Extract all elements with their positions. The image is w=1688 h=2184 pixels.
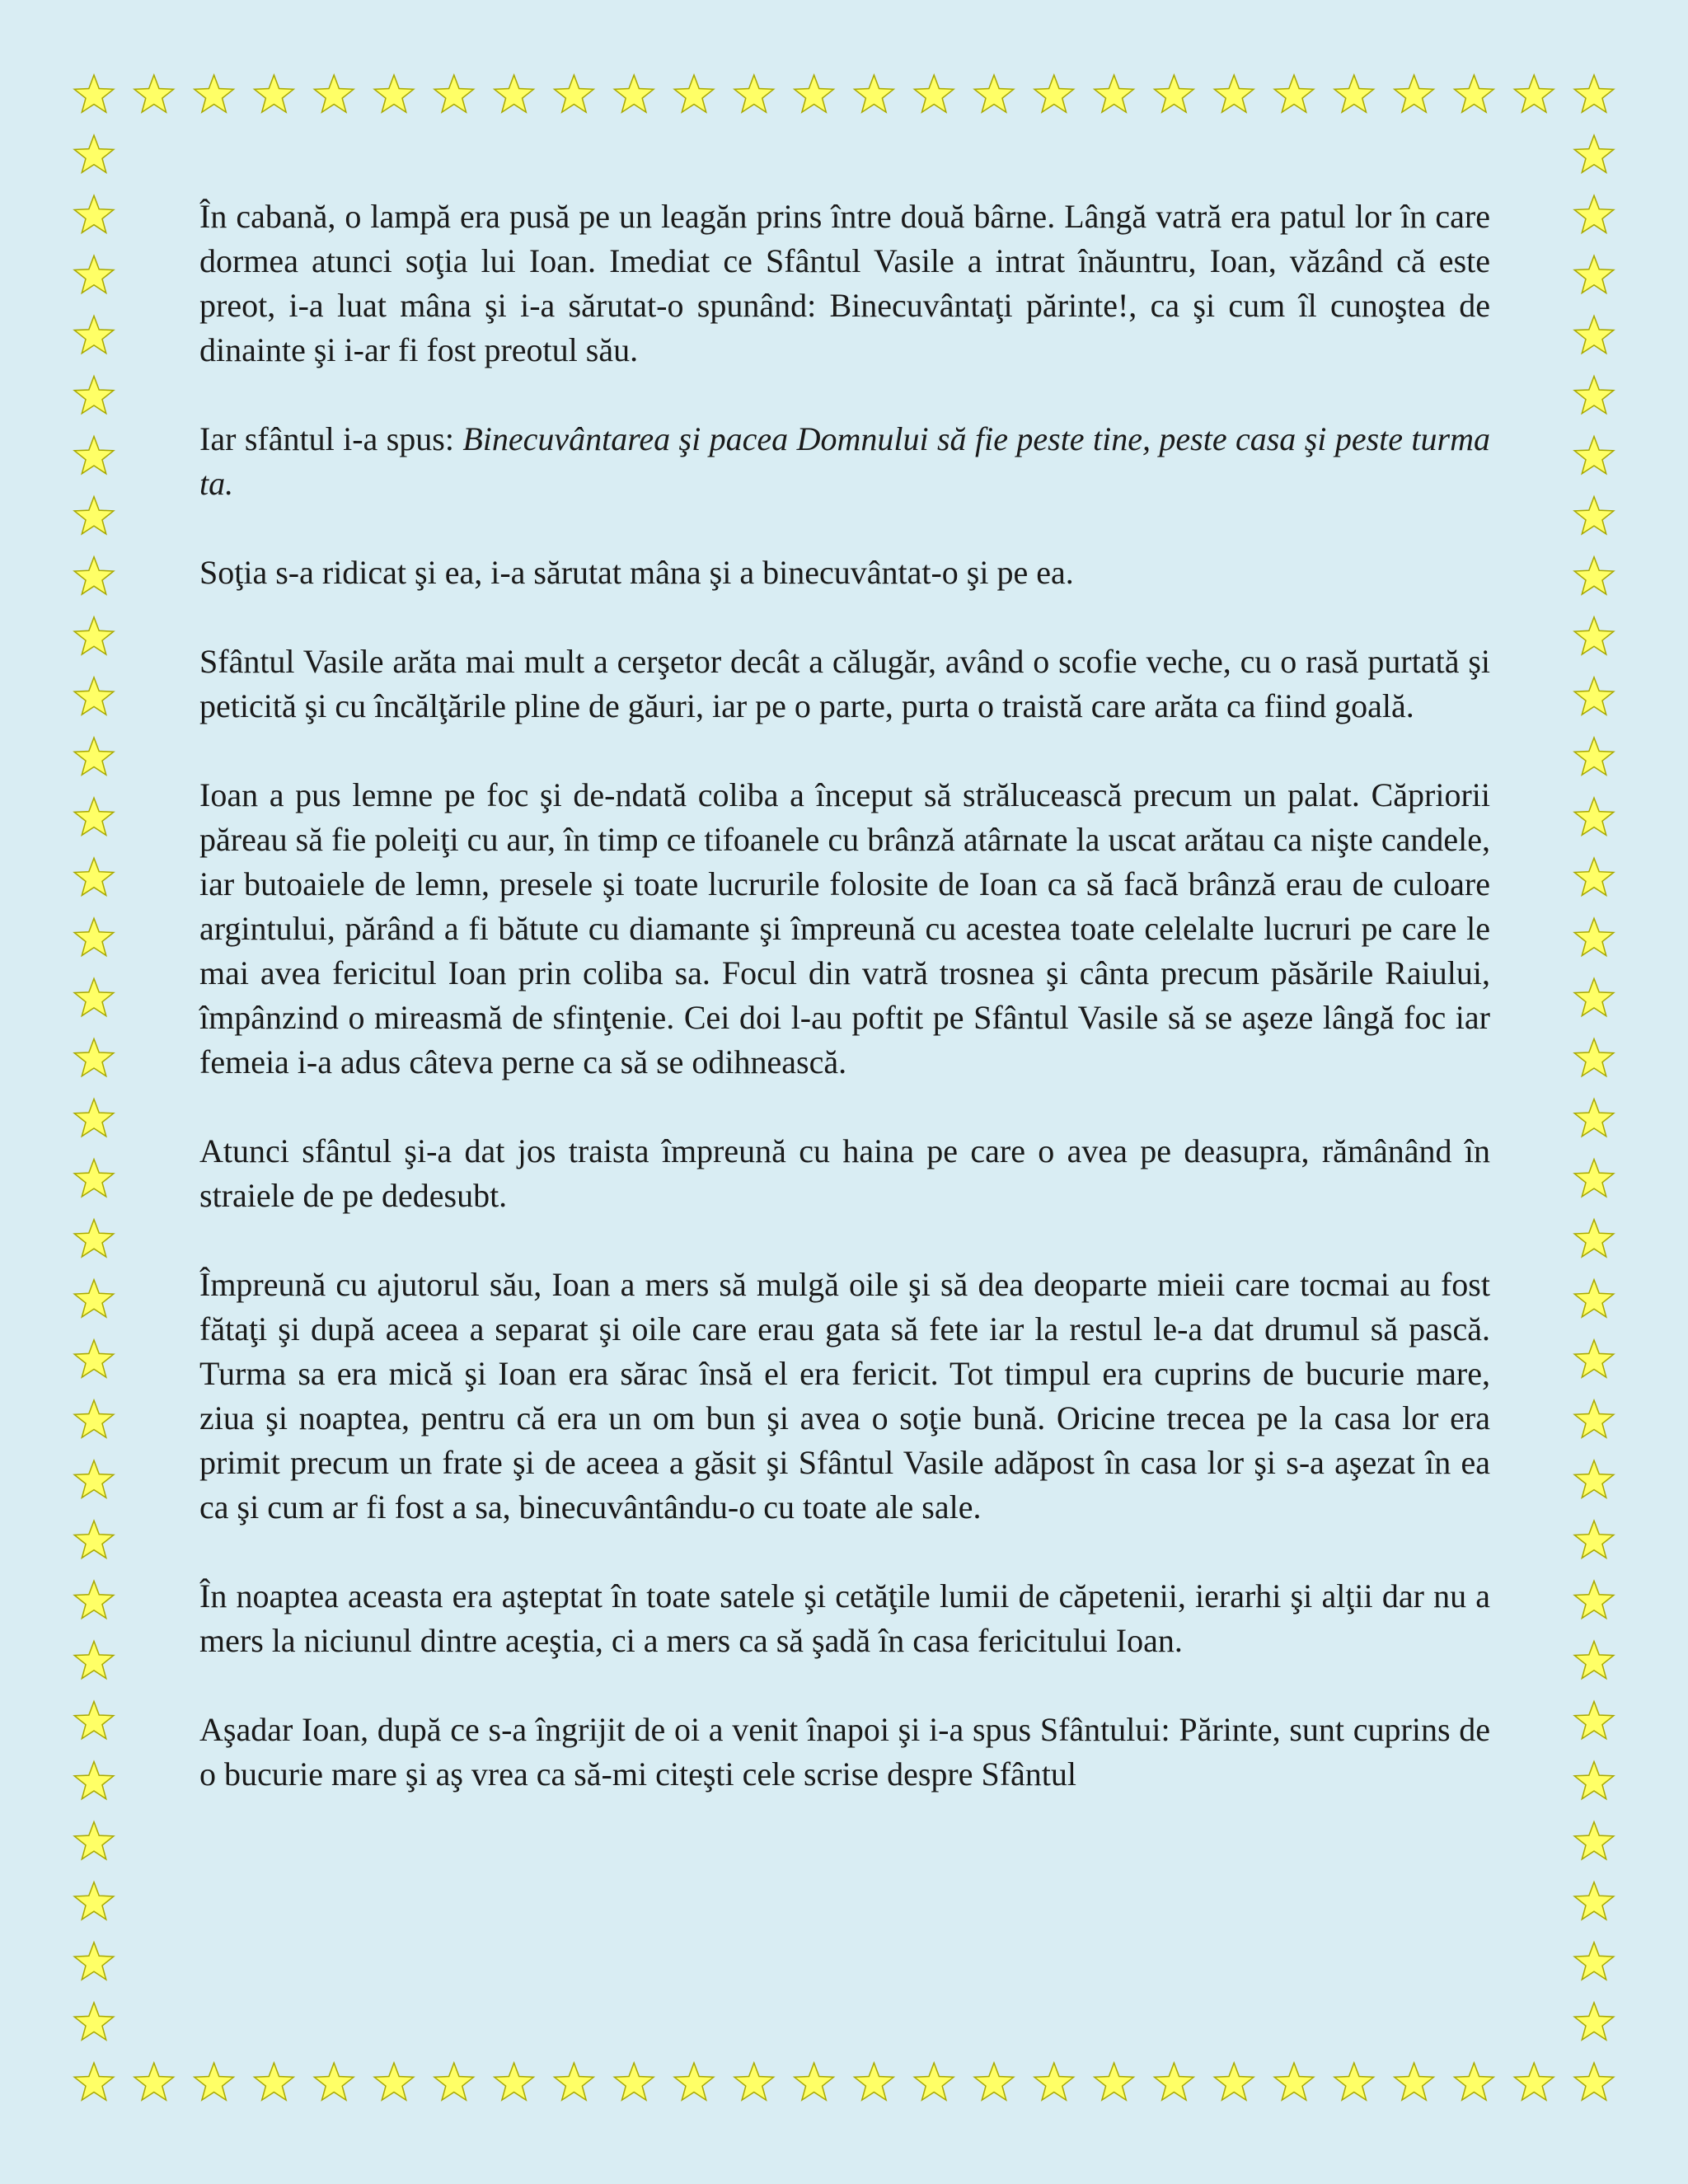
- star-icon: [74, 1581, 114, 1618]
- star-icon: [495, 75, 534, 112]
- star-icon: [1574, 255, 1614, 293]
- star-icon: [1574, 617, 1614, 654]
- star-icon: [74, 738, 114, 775]
- star-icon: [1574, 1099, 1614, 1137]
- star-icon: [74, 677, 114, 715]
- page-text: [199, 194, 1490, 1797]
- star-icon: [1334, 75, 1374, 112]
- star-icon: [855, 2063, 894, 2100]
- star-icon: [74, 617, 114, 654]
- star-icon: [1574, 1521, 1614, 1558]
- star-icon: [74, 2063, 114, 2100]
- star-icon: [434, 2063, 474, 2100]
- paragraph-9-text: Aşadar Ioan, după ce s-a îngrijit de oi a venit înapoi şi i-a spus Sfântului: Părinte, sunt cuprins de o bucurie mare şi aş vrea ca să-mi citeşti cele scrise despre Sfântul: [199, 1711, 1490, 1793]
- star-icon: [314, 75, 354, 112]
- star-icon: [495, 2063, 534, 2100]
- star-icon: [1574, 798, 1614, 835]
- paragraph-9: [199, 1708, 1490, 1797]
- star-icon: [74, 978, 114, 1015]
- star-icon: [1574, 1882, 1614, 1919]
- star-icon: [555, 75, 594, 112]
- star-icon: [74, 1039, 114, 1076]
- star-icon: [914, 2063, 954, 2100]
- star-icon: [74, 1460, 114, 1497]
- star-icon: [1455, 75, 1494, 112]
- star-icon: [1574, 557, 1614, 594]
- star-icon: [195, 2063, 234, 2100]
- star-icon: [74, 1943, 114, 1980]
- paragraph-4-text: Sfântul Vasile arăta mai mult a cerşetor decât a călugăr, având o scofie veche, cu o rasă purtată şi peticită şi cu încălţările pline de găuri, iar pe o parte, purta o traistă care arăta ca fiind goală.: [199, 643, 1490, 724]
- star-icon: [734, 75, 774, 112]
- paragraph-4: [199, 640, 1490, 729]
- star-icon: [1574, 1340, 1614, 1377]
- star-icon: [1574, 316, 1614, 353]
- star-icon: [374, 2063, 414, 2100]
- star-icon: [134, 2063, 174, 2100]
- star-icon: [74, 377, 114, 414]
- star-icon: [795, 2063, 834, 2100]
- star-icon: [74, 1400, 114, 1437]
- star-icon: [1455, 2063, 1494, 2100]
- star-icon: [1574, 377, 1614, 414]
- star-icon: [614, 75, 654, 112]
- star-icon: [195, 75, 234, 112]
- paragraph-6: [199, 1129, 1490, 1218]
- star-icon: [1574, 2063, 1614, 2100]
- star-icon: [74, 437, 114, 474]
- star-icon: [74, 858, 114, 895]
- star-icon: [74, 75, 114, 112]
- star-icon: [434, 75, 474, 112]
- star-icon: [74, 195, 114, 232]
- star-icon: [1034, 75, 1074, 112]
- paragraph-1: [199, 194, 1490, 373]
- star-icon: [1574, 1400, 1614, 1437]
- star-icon: [1574, 195, 1614, 232]
- star-icon: [74, 1641, 114, 1678]
- star-icon: [1514, 2063, 1554, 2100]
- star-icon: [1214, 75, 1254, 112]
- paragraph-8: [199, 1574, 1490, 1663]
- star-icon: [1574, 978, 1614, 1015]
- star-icon: [1214, 2063, 1254, 2100]
- star-icon: [314, 2063, 354, 2100]
- star-icon: [1574, 1822, 1614, 1859]
- star-icon: [74, 2003, 114, 2040]
- star-icon: [734, 2063, 774, 2100]
- star-icon: [1514, 75, 1554, 112]
- star-icon: [74, 1521, 114, 1558]
- star-icon: [1574, 2003, 1614, 2040]
- paragraph-8-text: În noaptea aceasta era aşteptat în toate satele şi cetăţile lumii de căpetenii, ierarhi şi alţii dar nu a mers la niciunul dintre aceştia, ci a mers ca să şadă în casa fericitului Ioan.: [199, 1577, 1490, 1659]
- star-icon: [1574, 135, 1614, 172]
- star-icon: [1574, 1702, 1614, 1739]
- star-icon: [1574, 918, 1614, 955]
- paragraph-7: [199, 1263, 1490, 1530]
- star-icon: [255, 75, 294, 112]
- star-icon: [74, 918, 114, 955]
- star-icon: [74, 1220, 114, 1257]
- star-icon: [1574, 1280, 1614, 1317]
- star-icon: [1274, 75, 1314, 112]
- star-icon: [1574, 677, 1614, 715]
- star-icon: [1034, 2063, 1074, 2100]
- star-icon: [74, 497, 114, 534]
- star-icon: [1574, 1160, 1614, 1197]
- paragraph-1-text: În cabană, o lampă era pusă pe un leagăn prins între două bârne. Lângă vatră era patul lor în care dormea atunci soţia lui Ioan. Imediat ce Sfântul Vasile a intrat înăuntru, Ioan, văzând că este preot, i-a luat mâna şi i-a sărutat-o spunând: Binecuvântaţi părinte!, ca şi cum îl cunoştea de dinainte şi i-ar fi fost preotul său.: [199, 198, 1490, 368]
- paragraph-3-text: Soţia s-a ridicat şi ea, i-a sărutat mâna şi a binecuvântat-o şi pe ea.: [199, 554, 1074, 591]
- star-icon: [74, 1702, 114, 1739]
- paragraph-7-text: Împreună cu ajutorul său, Ioan a mers să mulgă oile şi să dea deoparte mieii care tocmai au fost fătaţi şi după aceea a separat şi oile care erau gata să fete iar la restul le-a dat drumul să pască. Turma sa era mică şi Ioan era sărac însă el era fericit. Tot timpul era cuprins de bucurie mare, ziua şi noaptea, pentru că era un om bun şi avea o soţie bună. Oricine trecea pe la casa lor era primit precum un frate şi de aceea a găsit şi Sfântul Vasile adăpost în casa lor şi s-a aşezat în ea ca şi cum ar fi fost a sa, binecuvântându-o cu toate ale sale.: [199, 1266, 1490, 1526]
- star-icon: [674, 2063, 714, 2100]
- paragraph-2-text: Iar sfântul i-a spus:: [199, 420, 463, 457]
- paragraph-5: [199, 773, 1490, 1085]
- star-icon: [74, 135, 114, 172]
- paragraph-2-blessing: Binecuvântarea şi pacea Domnului să fie peste tine, peste casa şi peste turma ta.: [199, 420, 1490, 502]
- star-icon: [74, 1099, 114, 1137]
- star-icon: [74, 1882, 114, 1919]
- star-icon: [74, 255, 114, 293]
- star-icon: [1574, 1581, 1614, 1618]
- star-icon: [255, 2063, 294, 2100]
- star-icon: [1095, 75, 1134, 112]
- star-icon: [1574, 1762, 1614, 1799]
- star-icon: [74, 1160, 114, 1197]
- paragraph-5-text: Ioan a pus lemne pe foc şi de-ndată coliba a început să strălucească precum un palat. Căpriorii păreau să fie poleiţi cu aur, în timp ce tifoanele cu brânză atârnate la uscat arătau ca nişte candele, iar butoaiele de lemn, presele şi toate lucrurile folosite de Ioan ca să facă brânză erau de culoare argintului, părând a fi bătute cu diamante şi împreună cu acestea toate celelalte lucruri pe care le mai avea fericitul Ioan prin coliba sa. Focul din vatră trosnea şi cânta precum păsările Raiului, împânzind o mireasmă de sfinţenie. Cei doi l-au poftit pe Sfântul Vasile să se aşeze lângă foc iar femeia i-a adus câteva perne ca să se odihnească.: [199, 776, 1490, 1080]
- star-icon: [1574, 1039, 1614, 1076]
- star-icon: [74, 1340, 114, 1377]
- star-icon: [1095, 2063, 1134, 2100]
- star-icon: [134, 75, 174, 112]
- star-icon: [1395, 2063, 1434, 2100]
- star-icon: [974, 75, 1014, 112]
- star-icon: [1574, 1641, 1614, 1678]
- star-icon: [1574, 75, 1614, 112]
- star-icon: [74, 557, 114, 594]
- star-icon: [795, 75, 834, 112]
- star-icon: [74, 1280, 114, 1317]
- paragraph-3: [199, 551, 1490, 595]
- star-icon: [555, 2063, 594, 2100]
- star-icon: [74, 1762, 114, 1799]
- star-icon: [74, 1822, 114, 1859]
- star-icon: [614, 2063, 654, 2100]
- star-icon: [1574, 1460, 1614, 1497]
- star-icon: [1574, 858, 1614, 895]
- star-icon: [914, 75, 954, 112]
- star-icon: [1155, 75, 1194, 112]
- star-icon: [1574, 1220, 1614, 1257]
- star-icon: [74, 316, 114, 353]
- star-icon: [855, 75, 894, 112]
- star-icon: [1395, 75, 1434, 112]
- star-icon: [1334, 2063, 1374, 2100]
- star-icon: [1155, 2063, 1194, 2100]
- star-icon: [674, 75, 714, 112]
- star-icon: [974, 2063, 1014, 2100]
- star-icon: [74, 798, 114, 835]
- star-icon: [1574, 738, 1614, 775]
- paragraph-6-text: Atunci sfântul şi-a dat jos traista împreună cu haina pe care o avea pe deasupra, rămânând în straiele de pe dedesubt.: [199, 1132, 1490, 1214]
- star-icon: [1574, 1943, 1614, 1980]
- paragraph-2: [199, 417, 1490, 506]
- star-icon: [1574, 437, 1614, 474]
- star-icon: [374, 75, 414, 112]
- star-icon: [1274, 2063, 1314, 2100]
- star-icon: [1574, 497, 1614, 534]
